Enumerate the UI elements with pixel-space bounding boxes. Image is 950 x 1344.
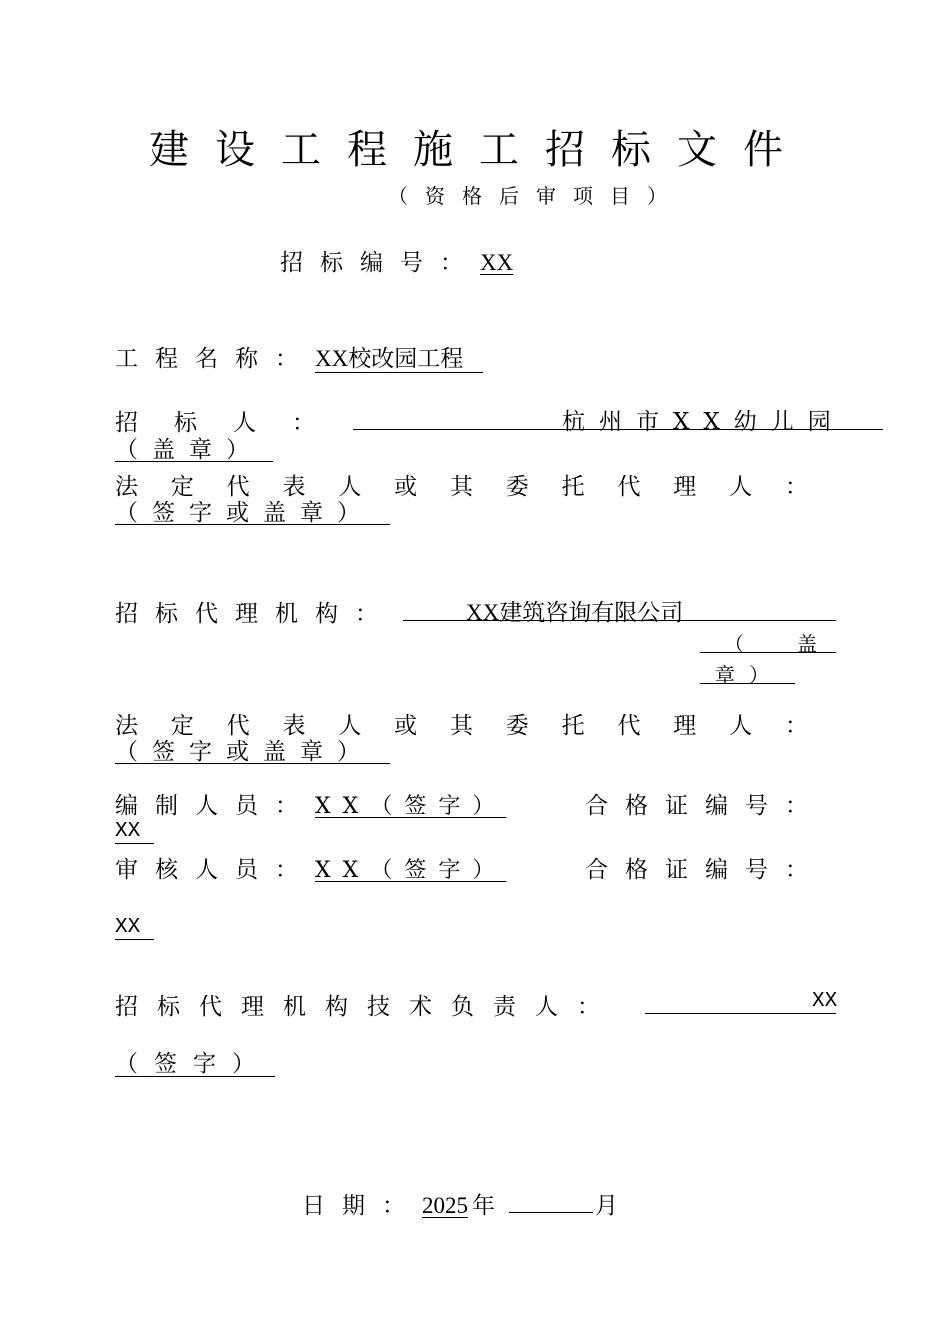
reviewer-row [115,851,506,884]
tenderer-legal-rep-label: 法 定 代 表 人 或 其 委 托 代 理 人 ： [115,474,808,500]
tech-lead-label: 招标代理机构技术负责人： [115,994,619,1020]
date-label: 日期： [302,1193,422,1219]
agency-label: 招标代理机构： [115,601,395,627]
project-name-label: 工程名称： [115,346,315,372]
tenderer-label: 招 标 人 ： [115,410,315,436]
reviewer-cert-value: XX [115,917,154,940]
compiler-label: 编制人员： [115,793,315,819]
reviewer-cert-label: 合格证编号： [585,857,825,883]
agency-sign-or-seal-note: （签字或盖章） [115,739,390,765]
tender-no-row [280,244,519,277]
agency-value: XX建筑咨询有限公司 [466,600,684,625]
tenderer-sign-or-seal-note: （签字或盖章） [115,500,390,526]
agency-seal-char2: 章） [715,663,783,687]
date-year-value: 2025 [422,1193,468,1218]
project-name-value: XX校改园工程 [315,346,464,371]
tender-no-label: 招标编号： [280,250,480,276]
date-row [302,1187,618,1220]
agency-seal-open: （ [724,632,744,656]
tenderer-seal-note: （盖章） [115,437,273,463]
project-name-row [115,340,483,373]
document-subtitle: （资格后审项目） [388,184,684,208]
date-month-blank [509,1190,593,1213]
compiler-row [115,787,506,820]
tenderer-value: 杭州市XX幼儿园 [562,409,845,435]
agency-seal-char1: 盖 [797,632,817,656]
date-year-unit: 年 [472,1193,509,1219]
compiler-value: XX（签字） [315,794,507,819]
tech-lead-sign-note: （签字） [115,1051,275,1077]
document-title: 建设工程施工招标文件 [149,127,809,173]
agency-legal-rep-label: 法 定 代 表 人 或 其 委 托 代 理 人 ： [115,713,808,739]
date-month-unit: 月 [595,1193,618,1219]
compiler-cert-label: 合格证编号： [585,793,825,819]
tender-no-value: XX [480,250,514,275]
reviewer-value: XX（签字） [315,858,507,883]
compiler-cert-value: XX [115,821,154,844]
tech-lead-underline [645,987,836,1014]
reviewer-label: 审核人员： [115,857,315,883]
tech-lead-value: XX [812,990,838,1013]
